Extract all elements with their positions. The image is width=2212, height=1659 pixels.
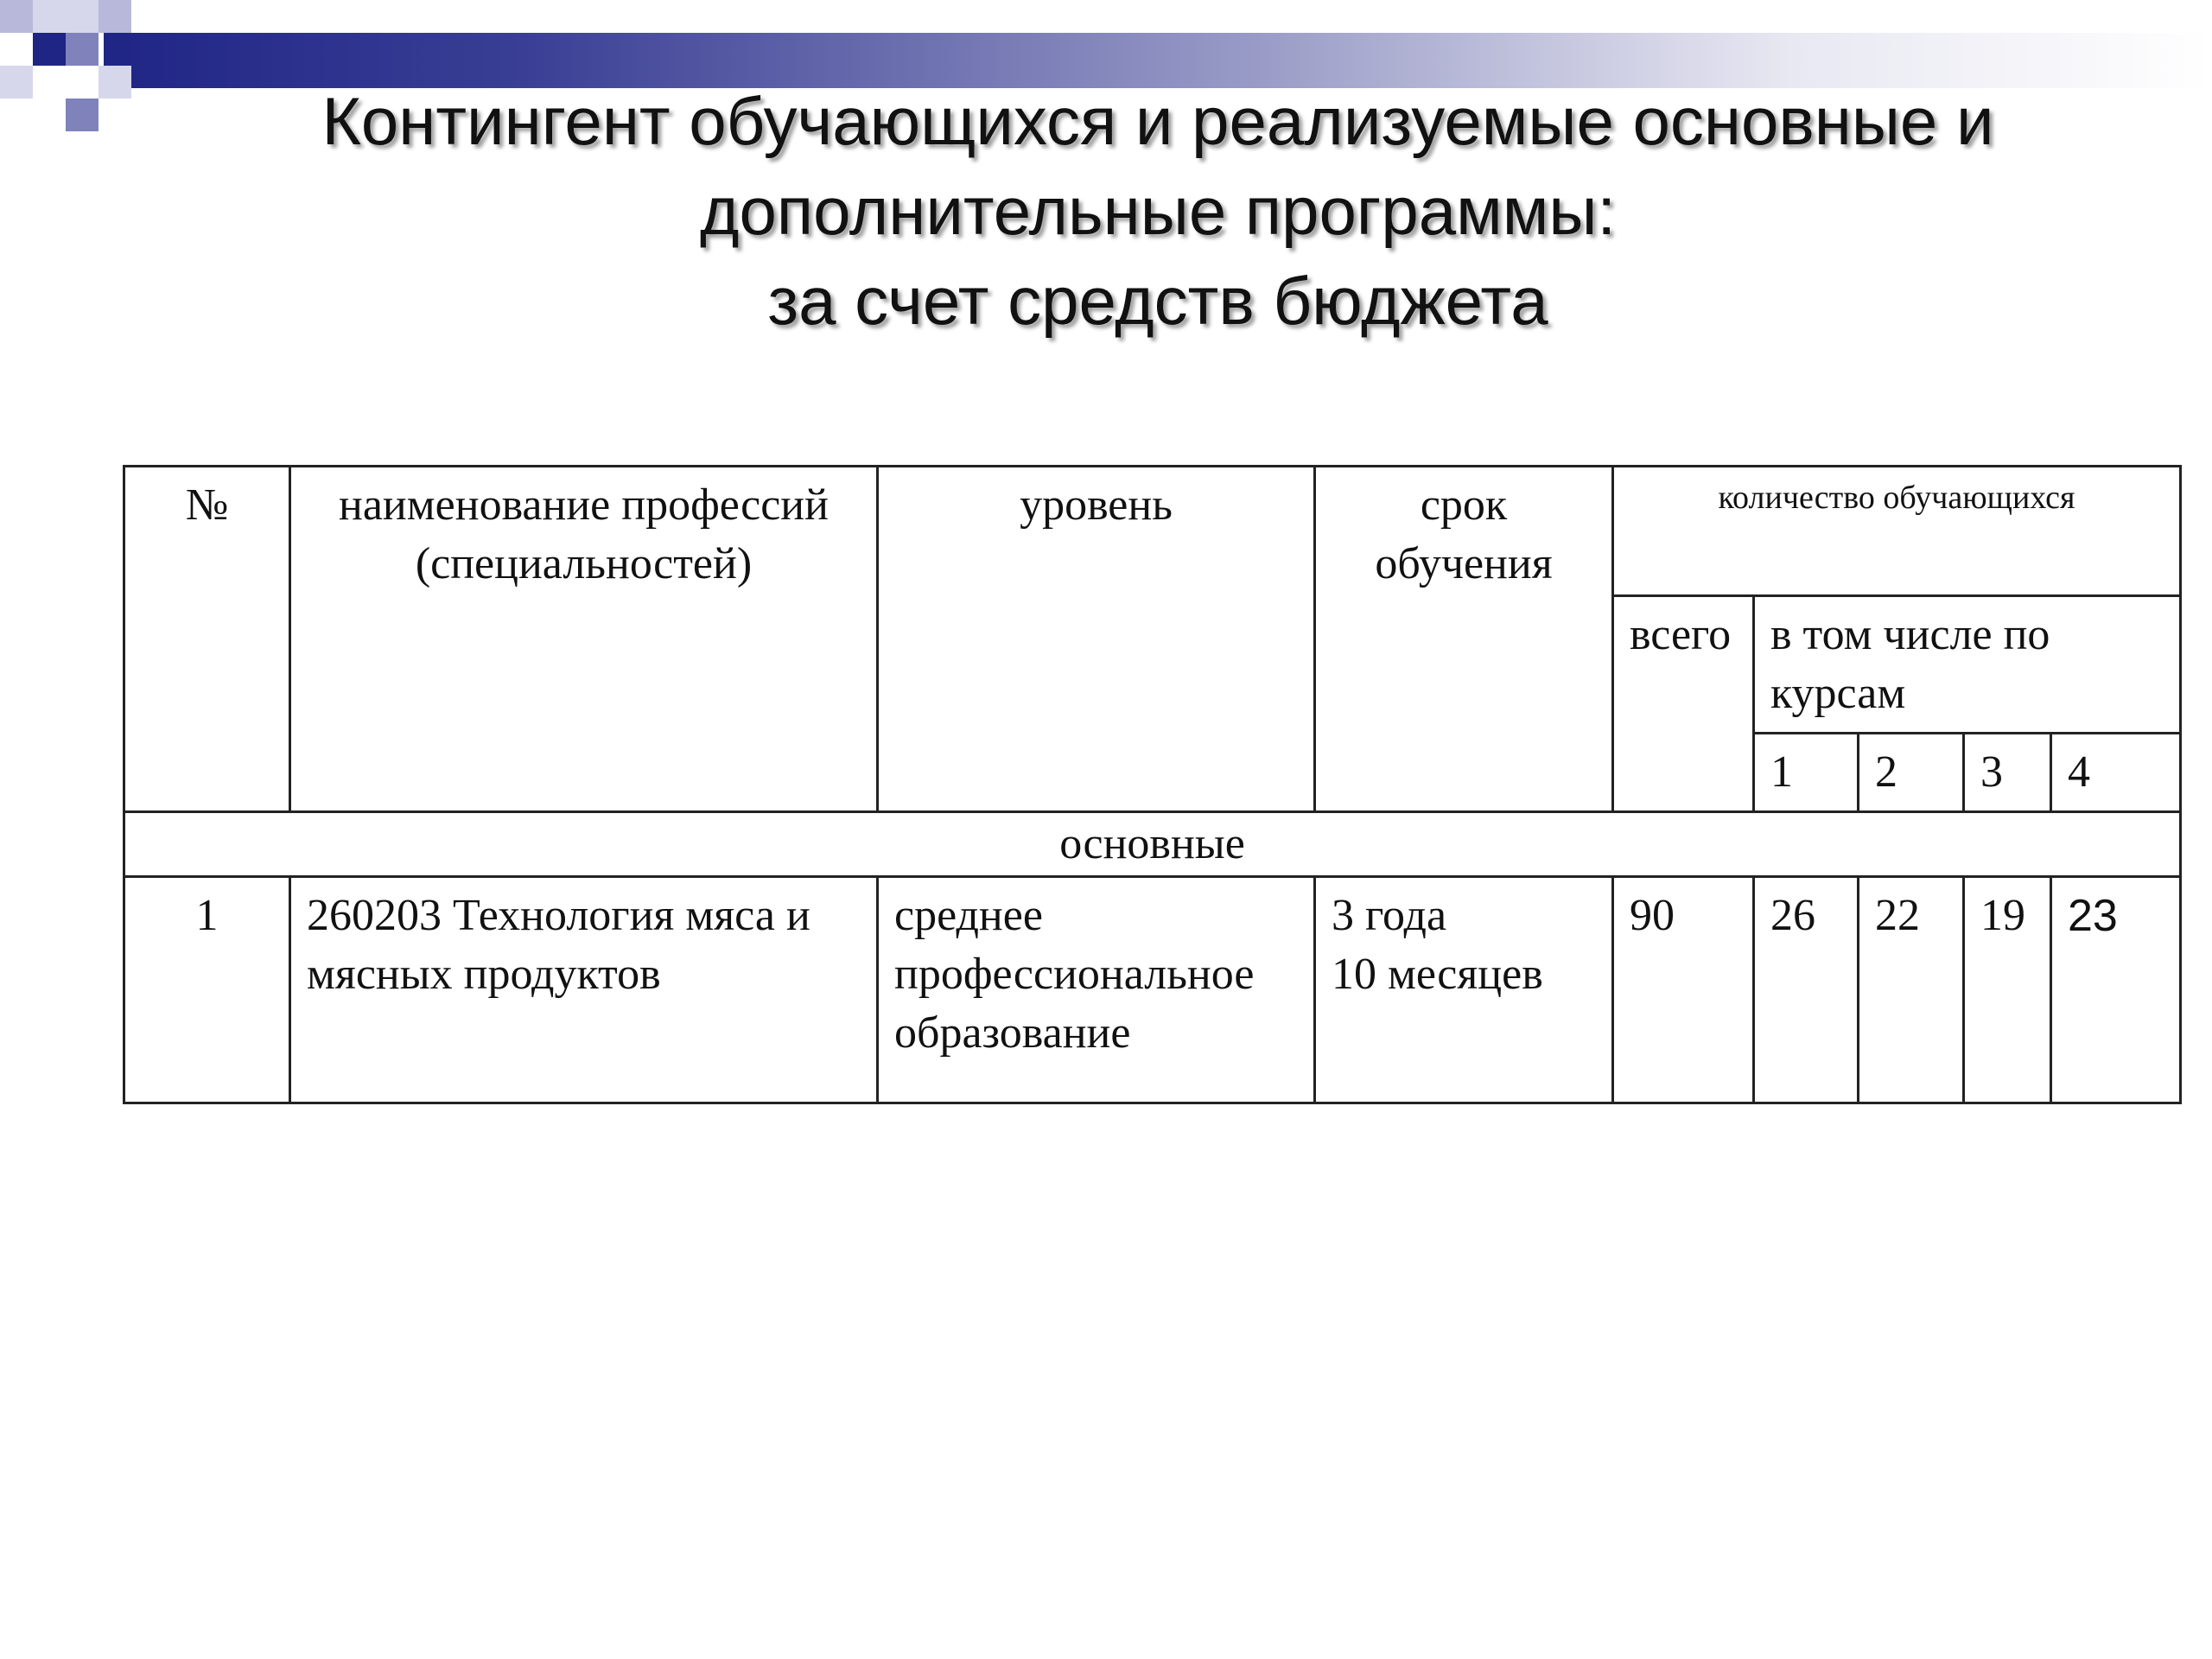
header-course-1: 1 bbox=[1754, 734, 1859, 812]
header-term: срок обучения bbox=[1315, 467, 1613, 812]
header-level: уровень bbox=[878, 467, 1315, 812]
section-label: основные bbox=[124, 812, 2181, 877]
row-course-2: 22 bbox=[1859, 877, 1964, 1103]
header-course-2: 2 bbox=[1859, 734, 1964, 812]
header-num: № bbox=[124, 467, 290, 812]
contingent-table bbox=[123, 465, 2182, 1104]
row-term-line-1: 3 года bbox=[1332, 891, 1447, 940]
deco-square-light bbox=[0, 0, 33, 33]
row-term-line-2: 10 месяцев bbox=[1332, 950, 1543, 999]
header-count: количество обучающихся bbox=[1613, 467, 2181, 596]
header-row-1 bbox=[124, 467, 2181, 596]
deco-square-pale-2 bbox=[0, 66, 33, 99]
header-name: наименование профессий (специальностей) bbox=[290, 467, 878, 812]
header-course-3: 3 bbox=[1964, 734, 2051, 812]
slide-title bbox=[138, 76, 2177, 346]
row-total: 90 bbox=[1613, 877, 1754, 1103]
row-course-3: 19 bbox=[1964, 877, 2051, 1103]
deco-square-mid bbox=[66, 33, 99, 66]
row-level: среднее профессиональное образование bbox=[878, 877, 1315, 1103]
row-num: 1 bbox=[124, 877, 290, 1103]
deco-square-mid-2 bbox=[66, 99, 99, 131]
deco-square-pale-3 bbox=[99, 66, 131, 99]
deco-square-dark bbox=[33, 33, 66, 66]
title-line-2: дополнительные программы: bbox=[699, 173, 1617, 249]
header-total: всего bbox=[1613, 596, 1754, 812]
row-term bbox=[1315, 877, 1613, 1103]
deco-square-light-2 bbox=[99, 0, 131, 33]
row-course-1: 26 bbox=[1754, 877, 1859, 1103]
header-by-course: в том числе по курсам bbox=[1754, 596, 2181, 734]
header-course-4: 4 bbox=[2051, 734, 2181, 812]
title-line-3: за счет средств бюджета bbox=[767, 263, 1548, 339]
row-course-4: 23 bbox=[2051, 877, 2181, 1103]
table-row bbox=[124, 877, 2181, 1103]
section-row bbox=[124, 812, 2181, 877]
title-line-1: Контингент обучающихся и реализуемые основные и bbox=[321, 83, 1994, 159]
row-name: 260203 Технология мяса и мясных продуктов bbox=[290, 877, 878, 1103]
